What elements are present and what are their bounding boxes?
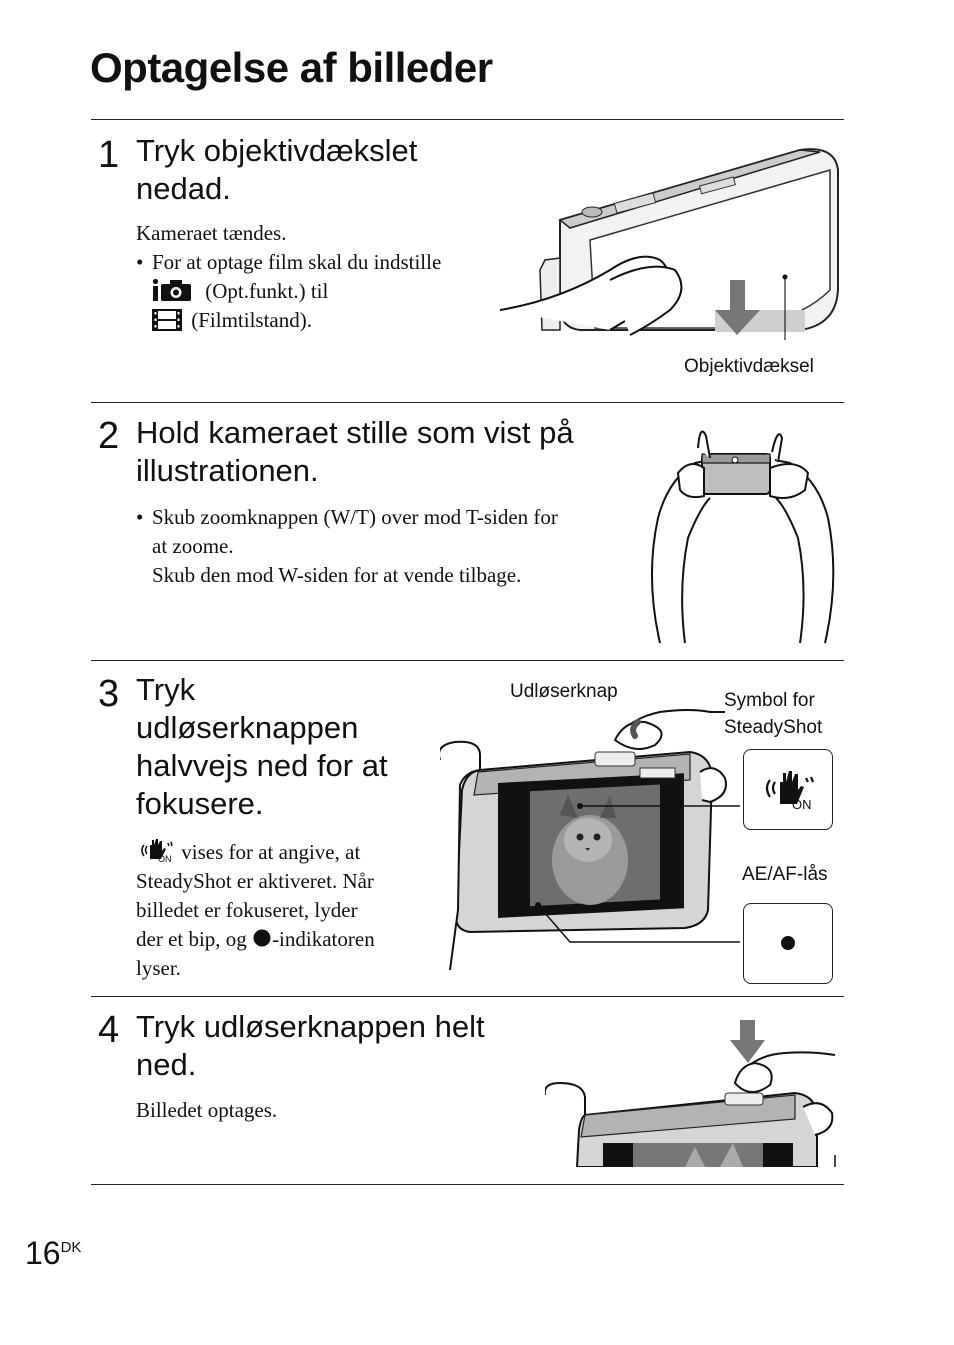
step-1-heading-line: Tryk objektivdækslet: [136, 133, 418, 168]
shoot-camera-illustration: [545, 1015, 840, 1167]
step-2-heading-line: illustrationen.: [136, 453, 319, 488]
step-4-heading-line: Tryk udløserknappen helt: [136, 1009, 485, 1044]
label-lens-cover: Objektivdæksel: [684, 356, 814, 377]
page-title: Optagelse af billeder: [90, 44, 493, 91]
steadyshot-symbol-box: [743, 749, 833, 830]
bullet-text: Skub zoomknappen (W/T) over mod T-siden for: [152, 505, 558, 529]
steadyshot-on-text: ON: [158, 854, 172, 863]
step-3-heading-line: Tryk: [136, 672, 196, 707]
step-3-heading-line: halvvejs ned for at: [136, 748, 388, 783]
step-3-text-line: der et bip, og -indikatoren: [136, 927, 375, 951]
step-1-bullet: • For at optage film skal du indstille (Opt.funkt.) til (Filmtilstand).: [136, 248, 506, 335]
step-2-heading: [136, 414, 574, 490]
step-3-text-line: SteadyShot er aktiveret. Når: [136, 869, 374, 893]
bullet-text-icon-line: (Opt.funkt.) til: [152, 277, 506, 306]
divider: [91, 660, 844, 661]
steadyshot-hand-icon: [136, 837, 176, 863]
step-1-text: Kameraet tændes.: [136, 221, 287, 245]
bullet-text-icon-line: (Filmtilstand).: [152, 306, 506, 335]
step-3-body: [136, 837, 426, 983]
film-strip-icon: [152, 309, 182, 331]
step-3-heading: [136, 671, 388, 823]
step-3-heading-line: udløserknappen: [136, 710, 359, 745]
step-4-heading: [136, 1008, 485, 1084]
step-2-number: 2: [98, 415, 120, 457]
step-3-number: 3: [98, 673, 120, 715]
divider: [91, 402, 844, 403]
step-4-body: Billedet optages.: [136, 1098, 278, 1122]
label-shutter-button: Udløserknap: [510, 681, 618, 702]
divider: [91, 119, 844, 120]
step-4-number: 4: [98, 1009, 120, 1051]
step-3-text-line: lyser.: [136, 956, 181, 980]
step-1-body: [136, 219, 506, 335]
step-4-heading-line: ned.: [136, 1047, 197, 1082]
filled-circle-icon: [780, 935, 796, 951]
bullet-text: For at optage film skal du indstille: [152, 250, 442, 274]
ae-af-lock-box: [743, 903, 833, 984]
step-1-number: 1: [98, 134, 120, 176]
steadyshot-on-text: ON: [792, 797, 812, 810]
bullet-text: at zoome.: [152, 534, 234, 558]
page-number: $16^{DK}$: [25, 1235, 82, 1271]
step-2-body: [136, 503, 626, 590]
focus-camera-illustration: [440, 700, 740, 980]
i-camera-icon: [152, 278, 194, 302]
step-3-text-line: billedet er fokuseret, lyder: [136, 898, 358, 922]
step-3-heading-line: fokusere.: [136, 786, 264, 821]
step-2-heading-line: Hold kameraet stille som vist på: [136, 415, 574, 450]
step-1-heading-line: nedad.: [136, 171, 231, 206]
camera-cover-illustration: [500, 140, 850, 340]
divider: [91, 996, 844, 997]
label-ae-af-lock: AE/AF-lås: [742, 864, 828, 885]
step-1-heading: [136, 132, 417, 208]
step-2-bullet: • Skub zoomknappen (W/T) over mod T-siden for at zoome. Skub den mod W-siden for at vende tilbage.: [136, 503, 626, 590]
steadyshot-hand-icon: [760, 768, 816, 810]
hold-camera-illustration: [640, 418, 845, 648]
label-steadyshot-symbol: Symbol for SteadyShot: [724, 690, 823, 738]
bullet-text: Skub den mod W-siden for at vende tilbage.: [152, 563, 522, 587]
step-3-text-line: ON vises for at angive, at: [136, 837, 426, 867]
divider: [91, 1184, 844, 1185]
filled-circle-icon: [252, 928, 272, 948]
